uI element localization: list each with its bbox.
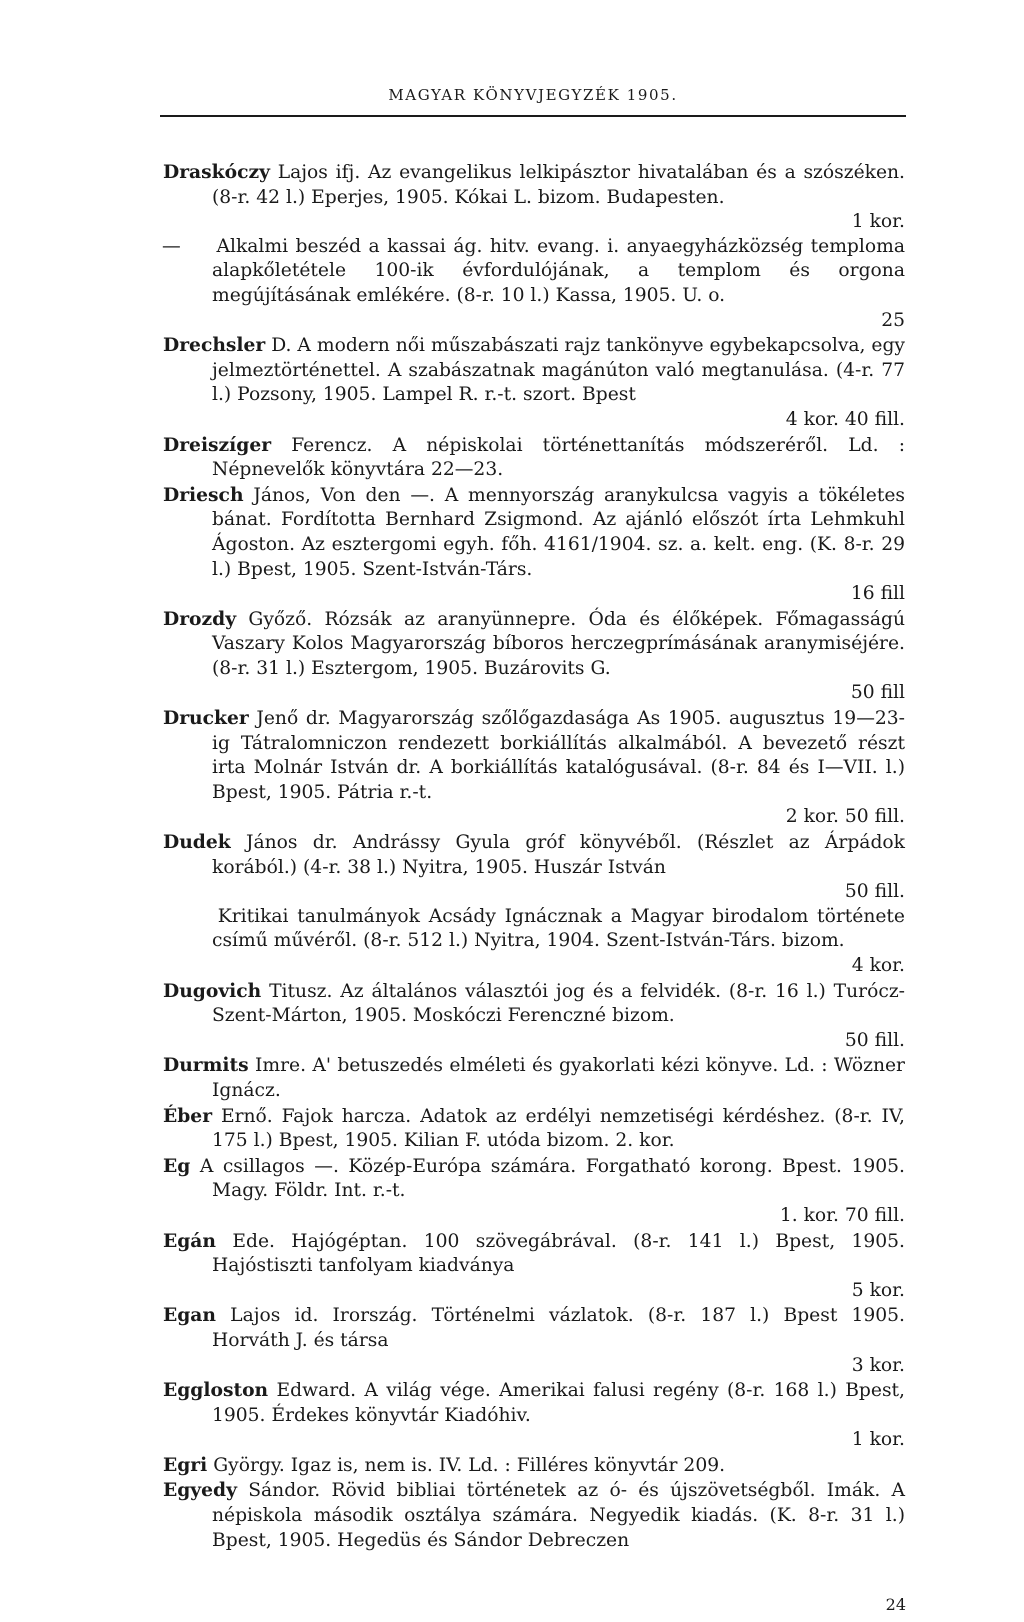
entry-name: Eggloston xyxy=(163,1379,269,1402)
entry-text: Ede. Hajógéptan. 100 szövegábrával. (8-r. 141 l.) Bpest, 1905. Hajóstiszti tanfolyam kiadványa xyxy=(212,1230,905,1277)
entry-egan-ede xyxy=(163,1229,905,1304)
entry-price: 1. kor. 70 fill. xyxy=(779,1204,905,1226)
entry-text: János dr. Andrássy Gyula gróf könyvéből. (Részlet az Árpádok korából.) (4-r. 38 l.) Nyitra, 1905. Huszár István xyxy=(212,832,905,878)
entry-drozdy xyxy=(163,607,905,706)
entry-price: 50 fill. xyxy=(844,1029,905,1051)
entry-name: Drucker xyxy=(163,707,249,730)
entry-price: 50 fill xyxy=(850,682,905,704)
entry-name: Egyedy xyxy=(163,1479,237,1502)
entry-dugovich xyxy=(163,979,905,1054)
entry-text: Győző. Rózsák az aranyünnepre. Óda és élőképek. Főmagasságú Vaszary Kolos Magyarország bíboros herczegprímásának aranymiséjére. (8-r. 31 l.) Esztergom, 1905. Buzárovits G. xyxy=(212,608,905,679)
entry-eber xyxy=(163,1104,905,1154)
entry-text: Alkalmi beszéd a kassai ág. hitv. evang. i. anyaegyházközség temploma alapkőletétele 100-ik évfordulójának, a templom és orgona megújításának emlékére. (8-r. 10 l.) Kassa, 1905. U. o. xyxy=(212,235,905,306)
header-rule xyxy=(160,115,906,117)
entry-eggloston xyxy=(163,1378,905,1453)
entry-price: 4 kor. xyxy=(851,955,905,976)
entry-dudek-kritikai xyxy=(163,905,905,979)
entry-text: Titusz. Az általános választói jog és a felvidék. (8-r. 16 l.) Turócz-Szent-Márton, 1905. Moskóczi Ferenczné bizom. xyxy=(212,980,905,1027)
entry-text: Imre. A' betuszedés elméleti és gyakorlati kézi könyve. Ld. : Wözner Ignácz. xyxy=(212,1055,905,1101)
entry-text: A csillagos —. Közép-Európa számára. Forgatható korong. Bpest. 1905. Magy. Földr. Int. r.-t. xyxy=(199,1155,905,1202)
entry-price: 2 kor. 50 fill. xyxy=(785,806,905,828)
entry-text: Sándor. Rövid bibliai történetek az ó- és újszövetségből. Imák. A népiskola második osztálya számára. Negyedik kiadás. (K. 8-r. 31 l.) Bpest, 1905. Hegedüs és Sándor Debreczen xyxy=(212,1480,905,1551)
entry-drechsler xyxy=(163,333,905,432)
entry-dreisziger xyxy=(163,433,905,483)
entry-price: 1 kor. xyxy=(851,1429,905,1451)
entry-text: Jenő dr. Magyarország szőlőgazdasága As 1905. augusztus 19—23-ig Tátralomniczon rendezett borkiállítás alkalmából. A bevezető részt irta Molnár István dr. A borkiállítás katalógusával. (8-r. 84 és I—VII. l.) Bpest, 1905. Pátria r.-t. xyxy=(212,708,905,803)
entry-price: 5 kor. xyxy=(851,1279,905,1301)
entry-dash: — xyxy=(162,235,181,257)
entry-durmits xyxy=(163,1053,905,1103)
entry-egyedy xyxy=(163,1478,905,1553)
running-header: MAGYAR KÖNYVJEGYZÉK 1905. xyxy=(388,86,678,104)
entry-text: György. Igaz is, nem is. IV. Ld. : Filléres könyvtár 209. xyxy=(213,1454,726,1476)
entry-drucker xyxy=(163,706,905,830)
entry-price: 50 fill. xyxy=(844,881,905,903)
entry-price: 25 xyxy=(881,309,905,331)
entry-name: Éber xyxy=(163,1104,213,1127)
entry-name: Egri xyxy=(163,1453,208,1476)
page-number: 24 xyxy=(885,1595,906,1614)
entry-name: Egan xyxy=(163,1304,217,1327)
entry-list xyxy=(163,160,905,1553)
entry-draskoczy xyxy=(163,160,905,235)
entry-name: Durmits xyxy=(163,1054,249,1077)
entry-driesch xyxy=(163,483,905,607)
entry-name: Driesch xyxy=(163,483,244,506)
entry-name: Draskóczy xyxy=(163,161,270,183)
entry-text: Kritikai tanulmányok Acsády Ignácznak a Magyar birodalom története csímű művéről. (8-r. 512 l.) Nyitra, 1904. Szent-István-Társ. bizom. xyxy=(212,905,905,952)
entry-text: Ernő. Fajok harcza. Adatok az erdélyi nemzetiségi kérdéshez. (8-r. IV, 175 l.) Bpest, 1905. Kilian F. utóda bizom. 2. kor. xyxy=(212,1105,905,1152)
entry-name: Dudek xyxy=(163,831,231,854)
entry-egri xyxy=(163,1453,905,1479)
entry-name: Dugovich xyxy=(163,979,262,1002)
entry-name: Eg xyxy=(163,1154,191,1177)
entry-text: Ferencz. A népiskolai történettanítás módszeréről. Ld. : Népnevelők könyvtára 22—23. xyxy=(212,434,905,481)
entry-price: 4 kor. 40 fill. xyxy=(785,408,905,430)
entry-name: Drechsler xyxy=(163,334,266,357)
entry-price: 1 kor. xyxy=(851,211,905,233)
entry-text: Lajos ifj. Az evangelikus lelkipásztor hivatalában és a szószéken. (8-r. 42 l.) Eperjes, 1905. Kókai L. bizom. Budapesten. xyxy=(212,162,905,208)
entry-draskoczy-alkalmi xyxy=(163,235,905,333)
entry-price: 16 fill xyxy=(850,583,905,605)
entry-text: D. A modern női műszabászati rajz tankönyve egybekapcsolva, egy jelmeztörténettel. A szabászatnak magánúton való megtanulása. (4-r. 77 l.) Pozsony, 1905. Lampel R. r.-t. szort. Bpest xyxy=(212,335,905,406)
entry-eg xyxy=(163,1154,905,1229)
entry-egan-lajos xyxy=(163,1303,905,1378)
entry-dudek xyxy=(163,830,905,905)
entry-text: János, Von den —. A mennyország aranykulcsa vagyis a tökéletes bánat. Fordította Bernhard Zsigmond. Az ajánló előszót írta Lehmkuhl Ágoston. Az esztergomi egyh. főh. 4161/1904. sz. a. kelt. eng. (K. 8-r. 29 l.) Bpest, 1905. Szent-István-Társ. xyxy=(212,484,905,580)
entry-text: Lajos id. Irország. Történelmi vázlatok. (8-r. 187 l.) Bpest 1905. Horváth J. és társa xyxy=(212,1305,905,1351)
entry-price: 3 kor. xyxy=(851,1354,905,1376)
entry-name: Dreiszíger xyxy=(163,433,272,456)
entry-name: Egán xyxy=(163,1229,217,1252)
entry-name: Drozdy xyxy=(163,607,237,630)
entry-text: Edward. A világ vége. Amerikai falusi regény (8-r. 168 l.) Bpest, 1905. Érdekes könyvtár Kiadóhiv. xyxy=(212,1380,905,1426)
